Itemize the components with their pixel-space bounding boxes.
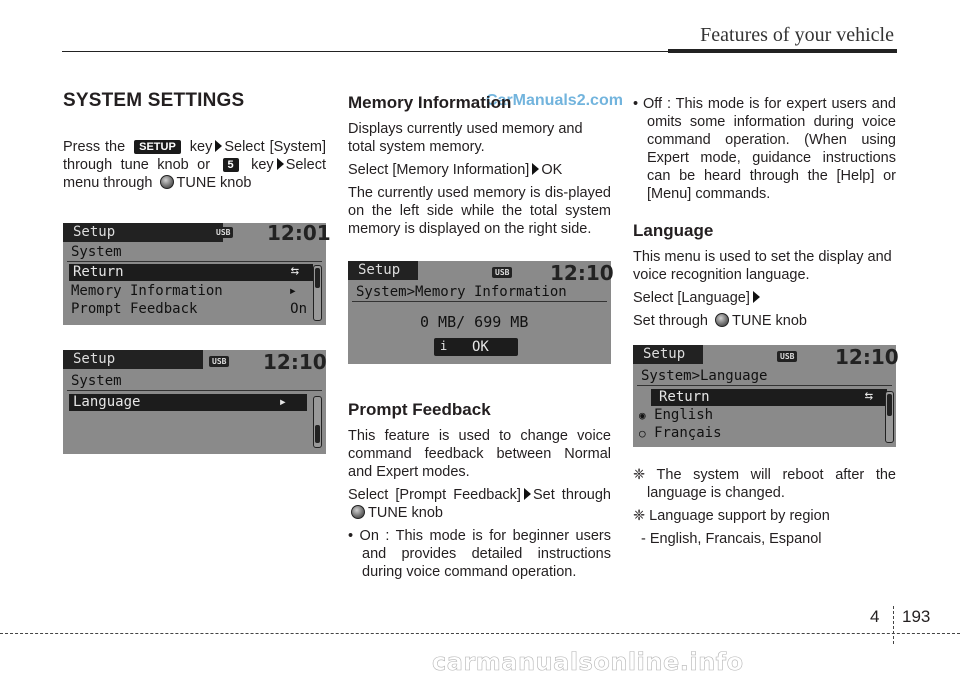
radio-empty-icon: ○ bbox=[639, 427, 646, 440]
key-5-icon: 5 bbox=[223, 158, 239, 172]
divider bbox=[67, 390, 322, 391]
chevron-right-icon: ▸ bbox=[278, 394, 287, 410]
column-2 bbox=[348, 90, 611, 243]
prompt-heading: Prompt Feedback bbox=[348, 400, 491, 419]
text: Set through bbox=[532, 487, 611, 503]
note-reboot: ❈ The system will reboot after the language is changed. bbox=[633, 467, 896, 501]
screen-path: System>Memory Information bbox=[356, 284, 567, 300]
menu-row-language bbox=[69, 394, 307, 411]
text: Select menu through bbox=[63, 157, 326, 191]
tune-knob-icon bbox=[715, 313, 729, 327]
screen-time: 12:01 bbox=[267, 221, 331, 245]
text: English bbox=[654, 407, 714, 423]
tune-knob-icon bbox=[351, 505, 365, 519]
screen-time: 12:10 bbox=[263, 350, 327, 374]
divider bbox=[637, 385, 892, 386]
info-icon: i bbox=[440, 339, 448, 353]
prompt-select bbox=[348, 486, 611, 522]
note-region: ❈ Language support by region bbox=[633, 508, 830, 524]
menu-row-return bbox=[69, 264, 313, 281]
section-heading: SYSTEM SETTINGS bbox=[63, 90, 245, 111]
site-watermark: carmanualsonline.info bbox=[432, 648, 744, 676]
screen-title: Setup bbox=[63, 223, 223, 242]
column-2-lower bbox=[348, 400, 611, 586]
screen-language bbox=[633, 345, 899, 447]
screen-path: System>Language bbox=[641, 368, 768, 384]
usb-badge: USB bbox=[209, 356, 229, 367]
ok-label: OK bbox=[472, 339, 489, 355]
menu-row-prompt bbox=[71, 301, 307, 317]
option-english bbox=[639, 407, 713, 423]
watermark: CarManuals2.com bbox=[486, 92, 623, 109]
scroll-thumb bbox=[887, 394, 892, 416]
screen-system-language bbox=[63, 350, 326, 454]
text: TUNE knob bbox=[176, 175, 252, 191]
setup-key-icon: SETUP bbox=[134, 140, 181, 154]
screen-title: Setup bbox=[633, 345, 703, 364]
memory-value: 0 MB/ 699 MB bbox=[420, 313, 529, 331]
memory-note: The currently used memory is dis-played on the left side while the total system memory is displayed on the right side. bbox=[348, 185, 611, 237]
memory-desc: Displays currently used memory and total system memory. bbox=[348, 121, 583, 155]
divider bbox=[352, 301, 607, 302]
radio-selected-icon: ◉ bbox=[639, 409, 646, 422]
chapter-number: 4 bbox=[870, 607, 880, 626]
screen-heading: System bbox=[71, 373, 122, 389]
memory-select bbox=[348, 161, 611, 179]
scrollbar bbox=[313, 265, 322, 321]
text: Press the bbox=[63, 139, 126, 155]
column-3 bbox=[633, 95, 896, 335]
text: OK bbox=[541, 162, 563, 178]
return-arrow-icon: ⇆ bbox=[290, 263, 299, 279]
column-1 bbox=[63, 90, 326, 197]
divider bbox=[67, 261, 322, 262]
option-francais bbox=[639, 425, 722, 441]
text: Return bbox=[73, 264, 124, 280]
menu-row-memory bbox=[71, 283, 307, 299]
memory-heading: Memory Information bbox=[348, 93, 512, 112]
ok-button bbox=[434, 338, 518, 356]
scroll-thumb bbox=[315, 268, 320, 288]
language-desc: This menu is used to set the display and voice recognition language. bbox=[633, 249, 892, 283]
text: Memory Information bbox=[71, 283, 223, 299]
footer-rule bbox=[0, 633, 960, 634]
bullet-on: • On : This mode is for beginner users and provides detailed instructions during voice command operation. bbox=[348, 528, 611, 580]
text: Return bbox=[659, 389, 710, 405]
arrow-right-icon bbox=[215, 140, 222, 152]
screen-memory-info bbox=[348, 261, 614, 364]
screen-system-menu bbox=[63, 221, 331, 325]
usb-badge: USB bbox=[213, 227, 233, 238]
screen-heading: System bbox=[71, 244, 122, 260]
arrow-right-icon bbox=[277, 158, 284, 170]
text: TUNE knob bbox=[732, 313, 807, 329]
language-set bbox=[633, 312, 896, 330]
scrollbar bbox=[885, 391, 894, 443]
page-header-title: Features of your vehicle bbox=[700, 24, 894, 46]
text: key bbox=[251, 157, 274, 173]
arrow-right-icon bbox=[753, 291, 760, 303]
note-languages: - English, Francais, Espanol bbox=[641, 531, 822, 547]
text: Français bbox=[654, 425, 722, 441]
prompt-desc: This feature is used to change voice command feedback between Normal and Expert modes. bbox=[348, 428, 611, 480]
language-select bbox=[633, 289, 896, 307]
bullet-off: • Off : This mode is for expert users and omits some information during voice command operation. (When using Expert mode, guidance instructions can be heard through the [Help] or [Menu] commands. bbox=[633, 96, 896, 202]
scroll-thumb bbox=[315, 425, 320, 443]
arrow-right-icon bbox=[532, 163, 539, 175]
text: Select [Prompt Feedback] bbox=[348, 487, 521, 503]
header-rule-accent bbox=[668, 49, 897, 53]
chevron-right-icon: ▸ bbox=[288, 283, 297, 299]
return-arrow-icon: ⇆ bbox=[864, 388, 873, 404]
setup-instructions bbox=[63, 138, 326, 192]
usb-badge: USB bbox=[777, 351, 797, 362]
screen-time: 12:10 bbox=[550, 261, 614, 285]
text: Select [System] through tune knob or bbox=[63, 139, 326, 173]
menu-row-return bbox=[651, 389, 887, 406]
usb-badge: USB bbox=[492, 267, 512, 278]
page-number: 193 bbox=[902, 607, 931, 626]
text: Select [Language] bbox=[633, 290, 750, 306]
text: Language bbox=[73, 394, 141, 410]
arrow-right-icon bbox=[524, 488, 531, 500]
text: Prompt Feedback bbox=[71, 301, 198, 317]
screen-title: Setup bbox=[348, 261, 418, 280]
language-heading: Language bbox=[633, 221, 714, 240]
footer-divider bbox=[893, 606, 894, 644]
tune-knob-icon bbox=[160, 175, 174, 189]
prompt-value: On bbox=[290, 301, 307, 317]
text: TUNE knob bbox=[368, 505, 443, 521]
scrollbar bbox=[313, 396, 322, 448]
text: Set through bbox=[633, 313, 708, 329]
screen-title: Setup bbox=[63, 350, 203, 369]
column-3-notes bbox=[633, 466, 896, 553]
screen-time: 12:10 bbox=[835, 345, 899, 369]
text: key bbox=[189, 139, 213, 155]
text: Select [Memory Information] bbox=[348, 162, 530, 178]
